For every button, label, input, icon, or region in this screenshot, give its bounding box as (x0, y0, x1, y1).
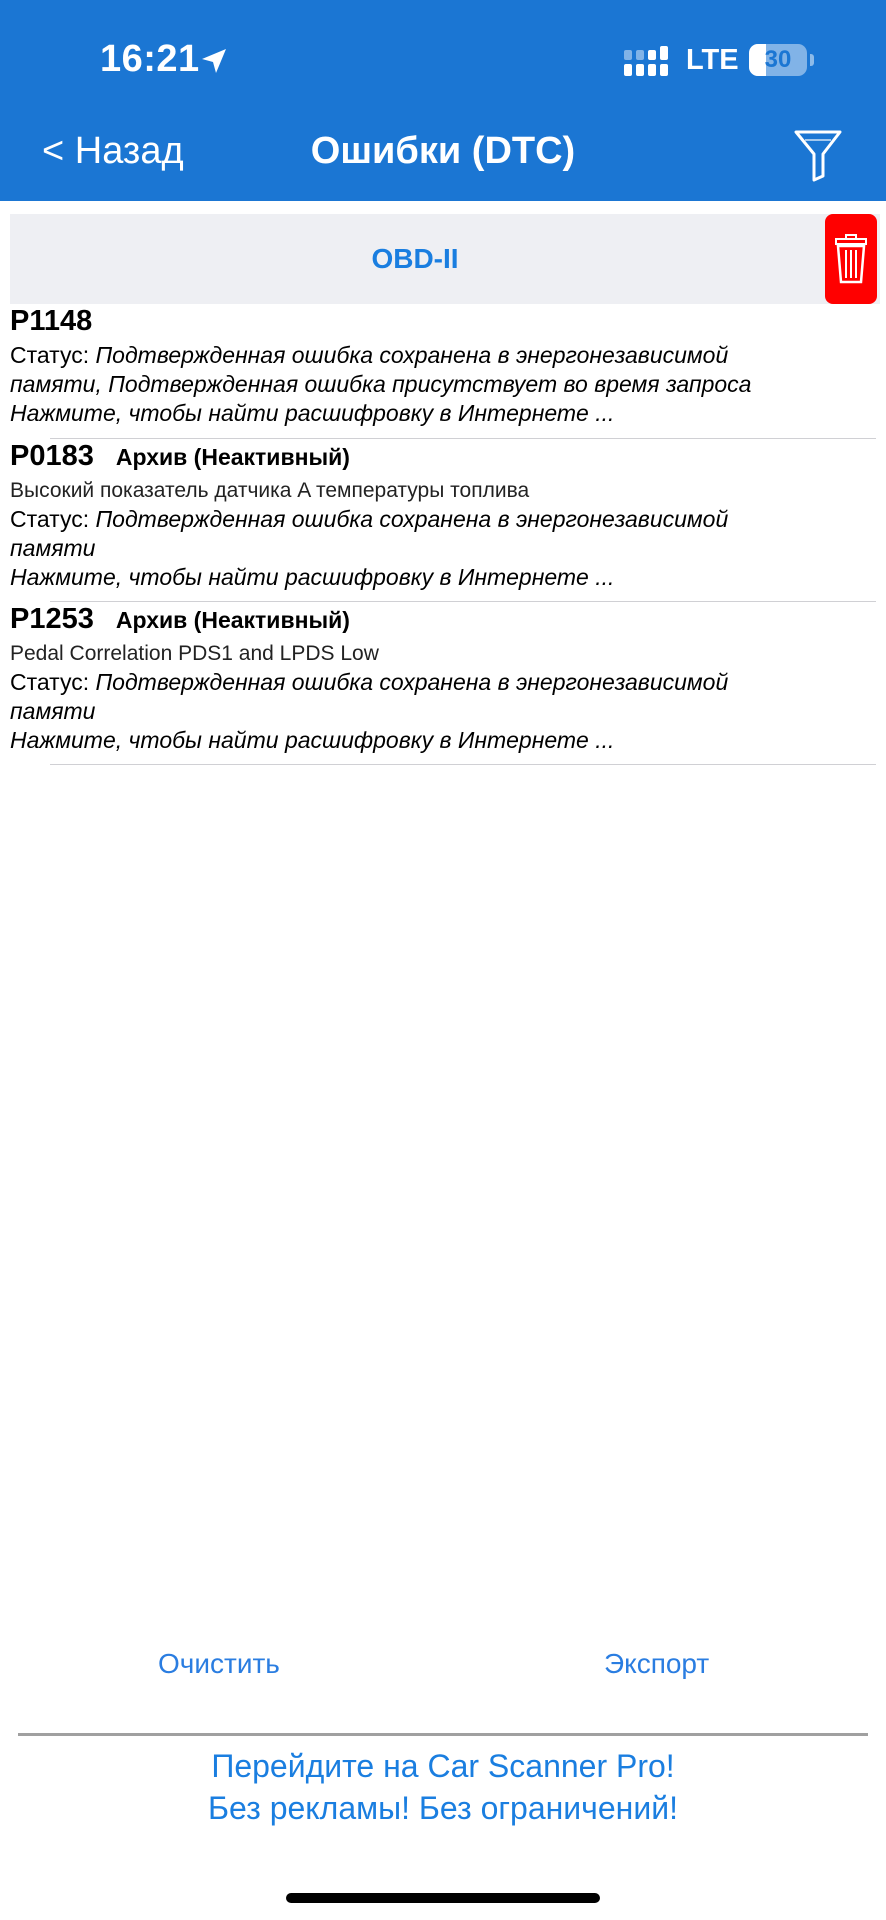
location-arrow-icon (199, 46, 229, 76)
dtc-lookup-link[interactable]: Нажмите, чтобы найти расшифровку в Интернете ... (10, 727, 615, 753)
dtc-code: P1253 (10, 603, 94, 635)
dtc-status-text-cont: памяти, Подтвержденная ошибка присутствует во время запроса (10, 371, 752, 397)
dtc-code-line (10, 440, 876, 476)
home-indicator[interactable] (286, 1893, 600, 1903)
section-header (10, 214, 880, 304)
section-label: OBD-II (371, 243, 459, 274)
dtc-code: P0183 (10, 440, 94, 472)
status-time: 16:21 (100, 38, 200, 80)
dtc-status-line (10, 505, 876, 534)
battery-icon (749, 44, 807, 76)
row-separator (50, 438, 876, 439)
dtc-status-line (10, 668, 876, 697)
back-button[interactable]: < Назад (42, 130, 184, 172)
promo-line-2: Без рекламы! Без ограничений! (208, 1790, 678, 1826)
dtc-archive-badge: Архив (Неактивный) (115, 444, 350, 470)
export-button[interactable]: Экспорт (604, 1648, 710, 1679)
dtc-lookup-link[interactable]: Нажмите, чтобы найти расшифровку в Интернете ... (10, 564, 615, 590)
dtc-archive-badge: Архив (Неактивный) (115, 607, 350, 633)
dtc-status-line (10, 341, 876, 370)
dtc-status-text-cont: памяти (10, 698, 96, 724)
dtc-status-text: Подтвержденная ошибка сохранена в энергонезависимой (95, 669, 729, 695)
promo-banner[interactable] (0, 1745, 886, 1829)
dtc-description: Высокий показатель датчика A температуры топлива (10, 479, 530, 502)
dtc-status-text-cont: памяти (10, 535, 96, 561)
dtc-lookup-link[interactable]: Нажмите, чтобы найти расшифровку в Интернете ... (10, 400, 615, 426)
battery-percent: 30 (764, 46, 792, 73)
dtc-status-prefix: Статус: (10, 506, 96, 532)
dtc-status-text: Подтвержденная ошибка сохранена в энергонезависимой (95, 342, 729, 368)
bottom-divider (18, 1733, 868, 1736)
dtc-item[interactable] (10, 440, 876, 592)
dtc-code-line (10, 603, 876, 639)
dtc-status-prefix: Статус: (10, 342, 96, 368)
dtc-item[interactable] (10, 305, 876, 428)
promo-line-1: Перейдите на Car Scanner Pro! (211, 1748, 675, 1784)
page-title: Ошибки (DTC) (310, 130, 576, 172)
app-header (0, 0, 886, 201)
delete-button[interactable] (825, 214, 877, 304)
cellular-signal-icon (624, 46, 670, 76)
dtc-code-line (10, 305, 876, 341)
trash-icon (835, 234, 867, 284)
battery-cap (810, 54, 814, 66)
dtc-description: Pedal Correlation PDS1 and LPDS Low (10, 642, 379, 665)
dtc-status-text: Подтвержденная ошибка сохранена в энергонезависимой (95, 506, 729, 532)
filter-funnel-icon[interactable] (793, 128, 843, 182)
clear-button[interactable]: Очистить (158, 1648, 280, 1679)
dtc-code: P1148 (10, 305, 93, 337)
network-type-label: LTE (686, 44, 739, 76)
dtc-status-prefix: Статус: (10, 669, 96, 695)
dtc-item[interactable] (10, 603, 876, 755)
row-separator (50, 601, 876, 602)
row-separator (50, 764, 876, 765)
